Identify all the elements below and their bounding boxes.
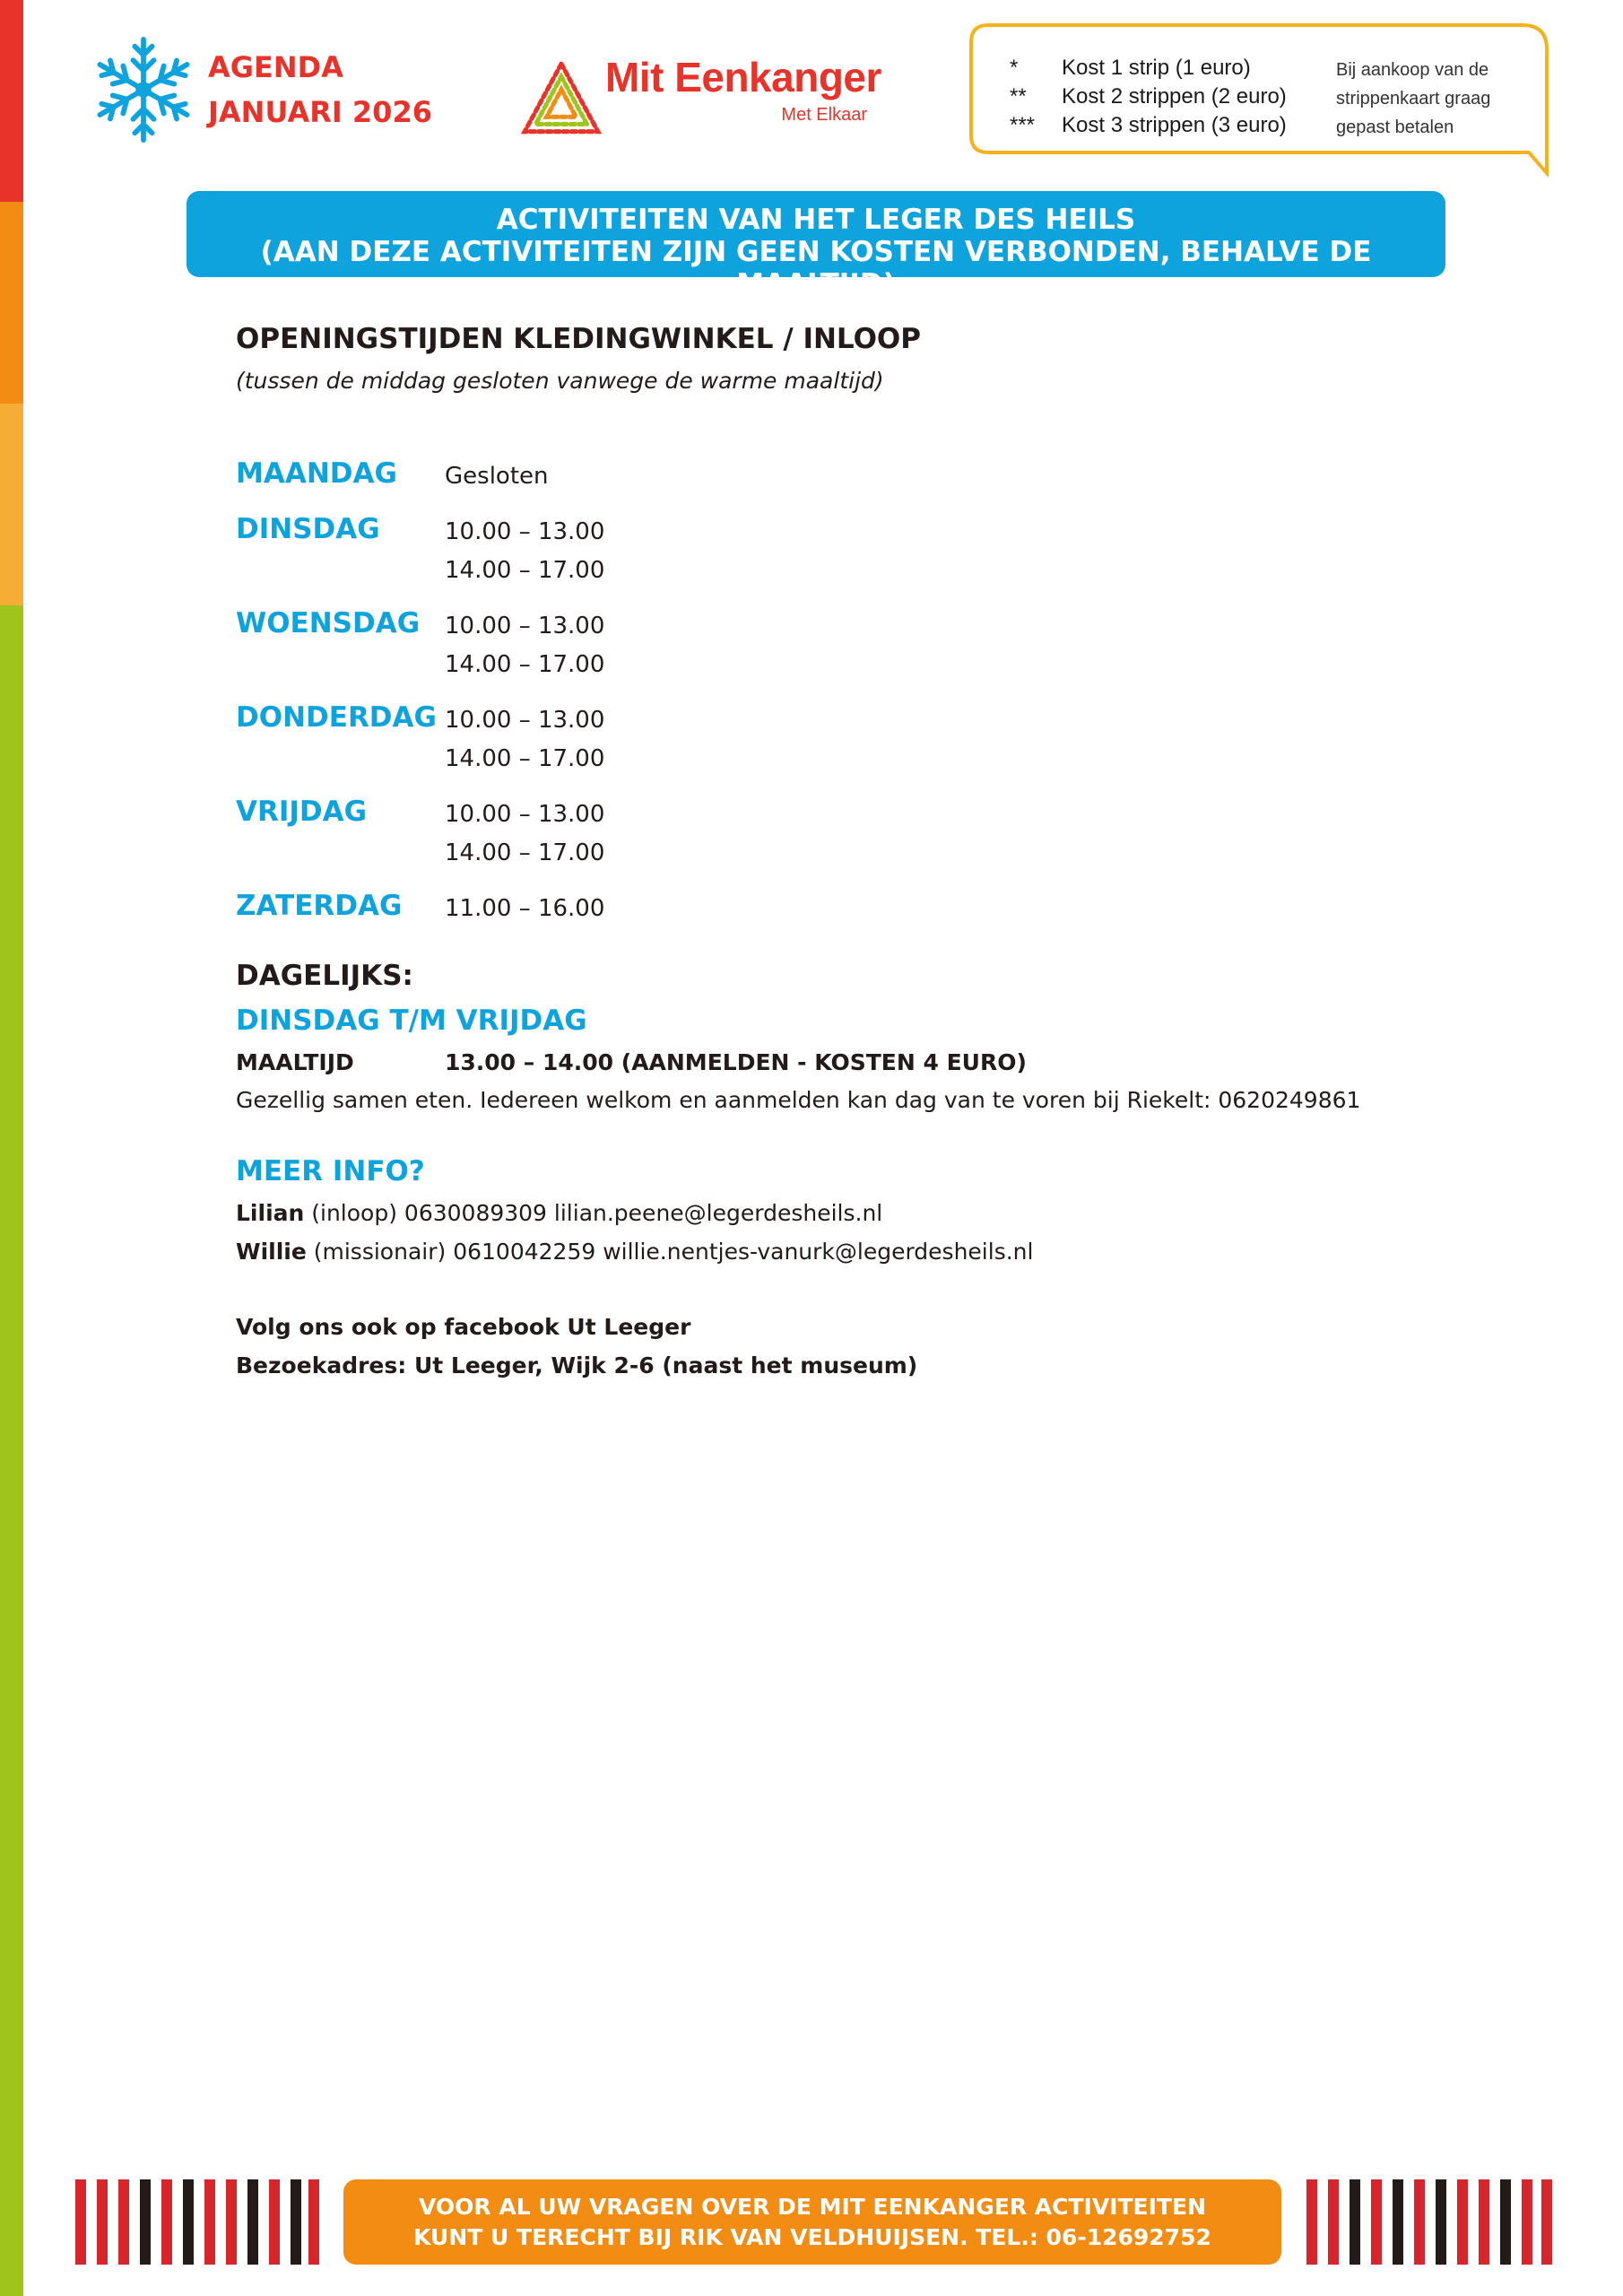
footer-line-2: KUNT U TERECHT BIJ RIK VAN VELDHUIJSEN. TEL.: 06-12692752 — [413, 2224, 1211, 2250]
price-text: Kost 1 strip (1 euro) — [1062, 56, 1251, 80]
mit-eenkanger-logo — [516, 49, 892, 157]
price-text: Kost 3 strippen (3 euro) — [1062, 113, 1287, 137]
price-text: Kost 2 strippen (2 euro) — [1062, 84, 1287, 109]
day-label: VRIJDAG — [236, 796, 368, 828]
meal-description: Gezellig samen eten. Iedereen welkom en aanmelden kan dag van te voren bij Riekelt: 0620249861 — [236, 1087, 1361, 1113]
side-strip-orange — [0, 202, 23, 404]
opening-title: OPENINGSTIJDEN KLEDINGWINKEL / INLOOP — [236, 323, 921, 355]
price-note: Bij aankoop van de strippenkaart graag gepast betalen — [1336, 60, 1491, 137]
time-slot: 14.00 – 17.00 — [445, 839, 605, 866]
time-slot: 10.00 – 13.00 — [445, 707, 605, 734]
side-strip-green — [0, 605, 23, 2296]
meal-label: MAALTIJD — [236, 1049, 354, 1075]
day-times — [445, 457, 549, 496]
agenda-title: AGENDA — [208, 50, 343, 84]
day-label: WOENSDAG — [236, 607, 421, 639]
day-label: MAANDAG — [236, 457, 397, 490]
side-strip-yellow — [0, 404, 23, 605]
time-slot: 14.00 – 17.00 — [445, 651, 605, 678]
day-label: DONDERDAG — [236, 701, 437, 734]
contact-details: (missionair) 0610042259 willie.nentjes-vanurk@legerdesheils.nl — [306, 1239, 1034, 1265]
activities-banner — [187, 191, 1445, 300]
day-times — [445, 890, 604, 928]
daily-range: DINSDAG T/M VRIJDAG — [236, 1004, 587, 1037]
price-row — [1010, 83, 1287, 111]
agenda-month: JANUARI 2026 — [208, 95, 432, 129]
daily-title: DAGELIJKS: — [236, 960, 413, 992]
meal-detail: 13.00 – 14.00 (AANMELDEN - KOSTEN 4 EURO) — [445, 1049, 1027, 1075]
info-title: MEER INFO? — [236, 1155, 425, 1187]
price-stars: * — [1010, 56, 1019, 80]
day-times — [445, 607, 604, 684]
visit-address: Bezoekadres: Ut Leeger, Wijk 2-6 (naast het museum) — [236, 1352, 918, 1378]
time-slot: 10.00 – 13.00 — [445, 613, 605, 639]
day-times — [445, 701, 604, 778]
contact-name: Lilian — [236, 1200, 305, 1226]
price-stars: *** — [1010, 113, 1036, 137]
logo-mark-icon — [516, 57, 607, 148]
contact-name: Willie — [236, 1239, 307, 1265]
time-slot: 10.00 – 13.00 — [445, 518, 605, 545]
time-slot: 10.00 – 13.00 — [445, 801, 605, 828]
price-row — [1010, 111, 1287, 140]
price-stars: ** — [1010, 84, 1027, 109]
price-list — [1010, 54, 1287, 140]
contact-details: (inloop) 0630089309 lilian.peene@legerdesheils.nl — [304, 1200, 883, 1226]
decorative-stripes-left — [70, 2179, 323, 2265]
footer-banner — [343, 2179, 1281, 2265]
side-strip-red — [0, 0, 23, 202]
banner-line-1: ACTIVITEITEN VAN HET LEGER DES HEILS — [496, 204, 1136, 236]
logo-subtitle: Met Elkaar — [781, 105, 867, 125]
contact-willie — [236, 1239, 1033, 1265]
day-times — [445, 513, 604, 590]
day-times — [445, 796, 604, 873]
time-slot: 14.00 – 17.00 — [445, 745, 605, 772]
logo-title: Mit Eenkanger — [605, 54, 881, 100]
facebook-note: Volg ons ook op facebook Ut Leeger — [236, 1314, 691, 1340]
price-row — [1010, 54, 1287, 83]
footer-line-1: VOOR AL UW VRAGEN OVER DE MIT EENKANGER ACTIVITEITEN — [419, 2194, 1206, 2220]
opening-subtitle: (tussen de middag gesloten vanwege de warme maaltijd) — [236, 368, 884, 394]
time-slot: 14.00 – 17.00 — [445, 557, 605, 584]
banner-line-2: (AAN DEZE ACTIVITEITEN ZIJN GEEN KOSTEN VERBONDEN, BEHALVE DE MAALTIJD) — [260, 236, 1372, 300]
day-label: DINSDAG — [236, 513, 380, 545]
day-label: ZATERDAG — [236, 890, 403, 922]
decorative-stripes-right — [1303, 2179, 1556, 2265]
contact-lilian — [236, 1200, 882, 1226]
snowflake-icon — [91, 34, 195, 145]
agenda-heading — [208, 45, 432, 135]
time-slot: 11.00 – 16.00 — [445, 895, 605, 922]
time-slot: Gesloten — [445, 463, 549, 490]
